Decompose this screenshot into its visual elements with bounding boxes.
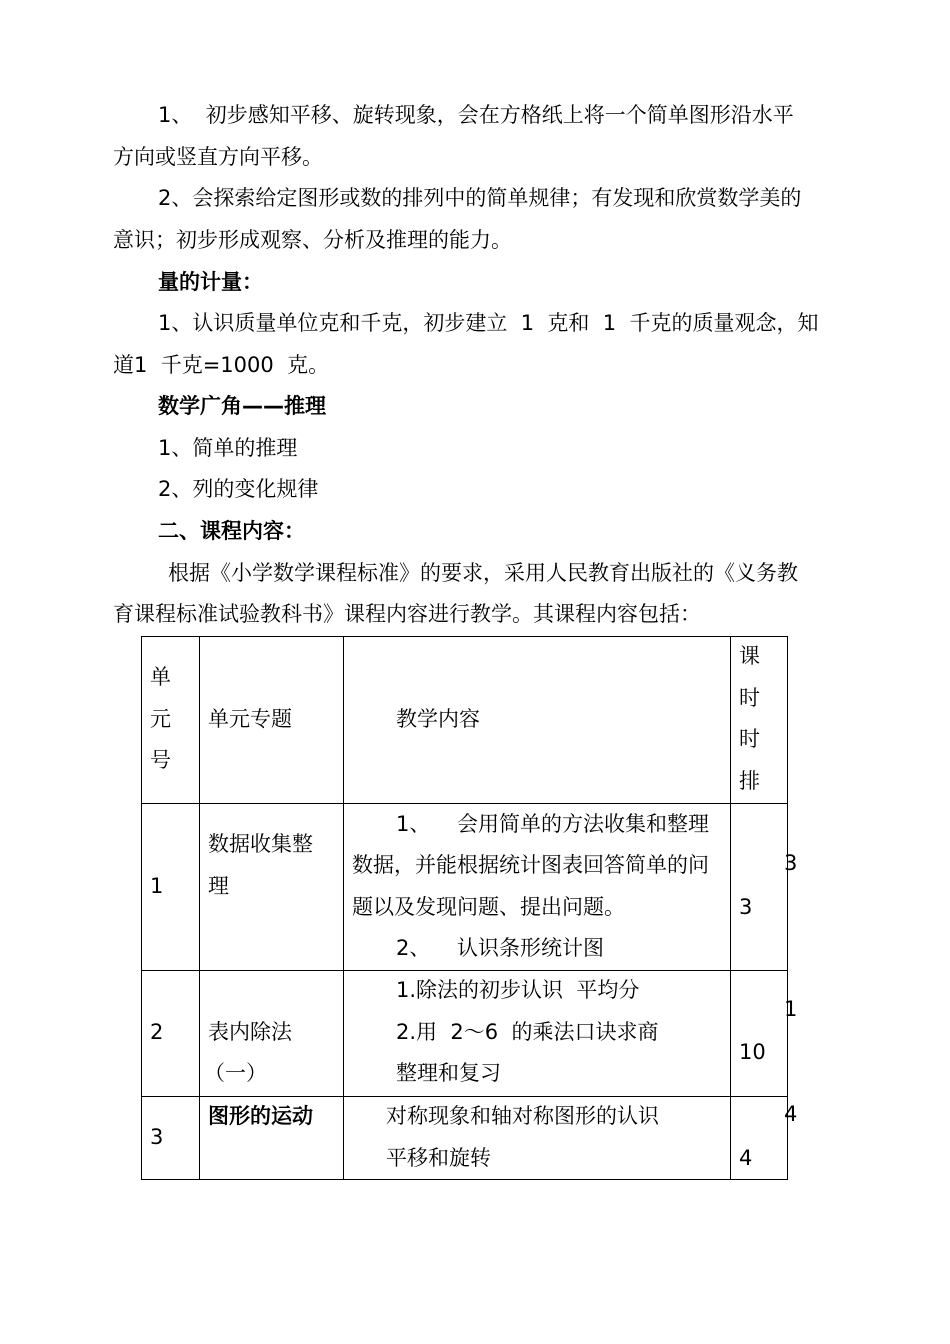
header-hours-3: 时: [739, 727, 760, 751]
row1-topic-1: 数据收集整: [208, 832, 313, 856]
header-hours-4: 排: [739, 769, 760, 793]
row1-hours-overflow: 3: [784, 851, 798, 875]
row2-hours-text: 10: [739, 1040, 766, 1064]
row1-no-text: 1: [150, 874, 164, 898]
header-topic-label: 单元专题: [208, 707, 292, 731]
row2-no: [142, 971, 200, 1097]
measure-line-2: 道1 千克=1000 克。: [113, 353, 330, 377]
row3-topic: [200, 1097, 344, 1180]
heading-measure: 量的计量：: [158, 270, 263, 294]
row1-content-1: 1、 会用简单的方法收集和整理: [396, 812, 710, 836]
table-row: [142, 971, 788, 1097]
course-table: [141, 636, 788, 1180]
row2-hours: [731, 971, 788, 1097]
row2-topic-2: （一）: [204, 1061, 267, 1085]
row3-no: [142, 1097, 200, 1180]
row3-hours-overflow: 4: [784, 1102, 798, 1126]
table-row: [142, 1097, 788, 1180]
header-hours-1: 课: [739, 644, 760, 668]
heading-math-corner: 数学广角——推理: [158, 394, 326, 418]
row1-topic-2: 理: [208, 874, 229, 898]
row1-no: [142, 804, 200, 971]
row2-topic: [200, 971, 344, 1097]
header-content-label: 教学内容: [396, 707, 480, 731]
header-content: [344, 637, 731, 804]
heading-course-content: 二、课程内容：: [158, 519, 305, 543]
row2-content-2: 2.用 2～6 的乘法口诀求商: [396, 1020, 659, 1044]
measure-line-1: 1、认识质量单位克和千克，初步建立 1 克和 1 千克的质量观念，知: [158, 311, 819, 335]
intro-line-1: 1、 初步感知平移、旋转现象，会在方格纸上将一个简单图形沿水平: [158, 103, 794, 127]
row2-content-3: 整理和复习: [396, 1061, 501, 1085]
row2-no-text: 2: [150, 1020, 164, 1044]
header-topic: [200, 637, 344, 804]
row2-content-1: 1.除法的初步认识 平均分: [396, 978, 640, 1002]
intro-line-2: 方向或竖直方向平移。: [113, 145, 323, 169]
header-unit-no-1: 单: [150, 665, 171, 689]
header-unit-no-2: 元: [150, 707, 171, 731]
table-row: [142, 804, 788, 971]
row1-content: [344, 804, 731, 971]
row1-hours-text: 3: [739, 895, 753, 919]
row3-hours-text: 4: [739, 1146, 753, 1170]
header-hours-2: 时: [739, 686, 760, 710]
row3-content-1: 对称现象和轴对称图形的认识: [386, 1104, 659, 1128]
row2-hours-overflow: 1: [784, 997, 798, 1021]
course-line-2: 育课程标准试验教科书》课程内容进行教学。其课程内容包括：: [113, 602, 701, 626]
course-line-1: 根据《小学数学课程标准》的要求，采用人民教育出版社的《义务教: [168, 561, 798, 585]
math-item-2: 2、列的变化规律: [158, 477, 319, 501]
row3-content-2: 平移和旋转: [386, 1146, 491, 1170]
row3-hours: [731, 1097, 788, 1180]
row1-content-3: 题以及发现问题、提出问题。: [352, 895, 625, 919]
intro-line-3: 2、会探索给定图形或数的排列中的简单规律；有发现和欣赏数学美的: [158, 186, 802, 210]
row1-topic: [200, 804, 344, 971]
header-unit-no: [142, 637, 200, 804]
math-item-1: 1、简单的推理: [158, 436, 298, 460]
row3-topic-1: 图形的运动: [208, 1104, 313, 1128]
intro-line-4: 意识；初步形成观察、分析及推理的能力。: [113, 228, 512, 252]
row3-no-text: 3: [150, 1125, 164, 1149]
table-header-row: [142, 637, 788, 804]
row2-topic-1: 表内除法: [208, 1020, 292, 1044]
header-unit-no-3: 号: [150, 748, 171, 772]
row1-content-2: 数据，并能根据统计图表回答简单的问: [352, 853, 709, 877]
row1-hours: [731, 804, 788, 971]
row3-content: [344, 1097, 731, 1180]
row2-content: [344, 971, 731, 1097]
header-hours: [731, 637, 788, 804]
row1-content-4: 2、 认识条形统计图: [396, 936, 605, 960]
